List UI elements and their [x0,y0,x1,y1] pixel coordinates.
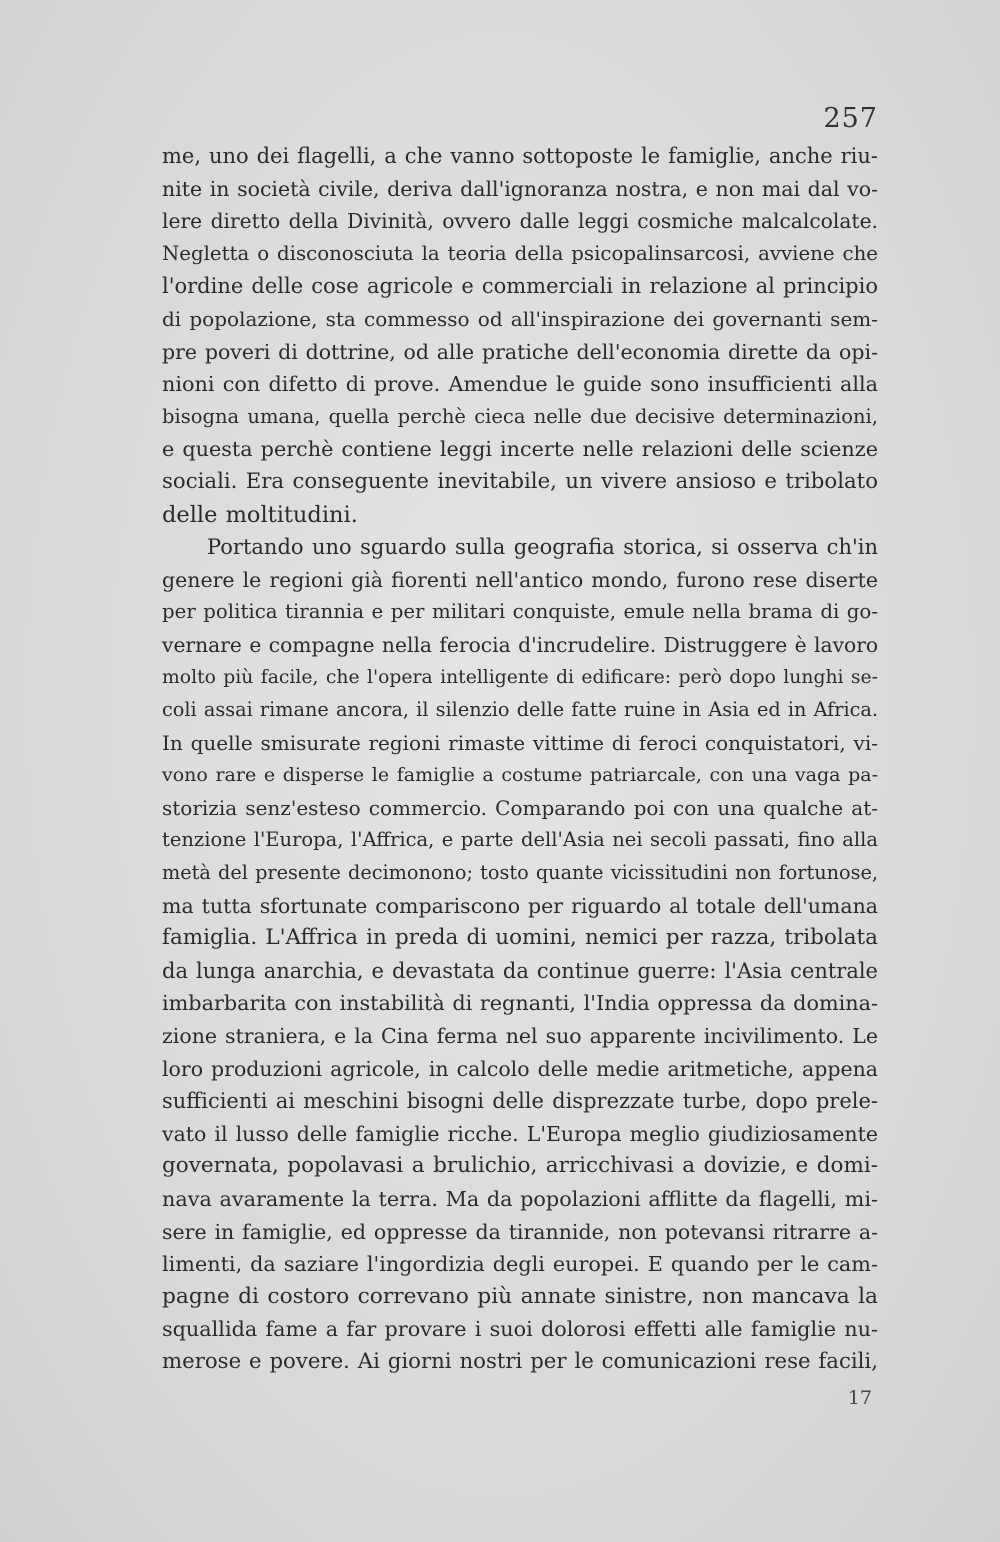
text-line: famiglia. L'Affrica in preda di uomini, nemici per razza, tribolata [162,925,878,951]
text-line: storizia senz'esteso commercio. Comparando poi con una qualche at- [162,795,878,820]
text-line: di popolazione, sta commesso od all'inspirazione dei governanti sem- [162,306,878,331]
text-line: Portando uno sguardo sulla geografia storica, si osserva ch'in [207,535,878,560]
text-line: In quelle smisurate regioni rimaste vittime di feroci conquistatori, vi- [162,730,878,755]
text-line: merose e povere. Ai giorni nostri per le comunicazioni rese facili, [162,1348,878,1374]
text-line: nioni con difetto di prove. Amendue le guide sono insufficienti alla [162,372,878,397]
text-line: tenzione l'Europa, l'Affrica, e parte dell'Asia nei secoli passati, fino alla [162,828,878,852]
text-line: vernare e compagne nella ferocia d'incrudelire. Distruggere è lavoro [162,632,879,657]
text-line: lere diretto della Divinità, ovvero dalle leggi cosmiche malcalcolate. [162,209,878,234]
text-line: sere in famiglie, ed oppresse da tirannide, non potevansi ritrarre a- [162,1219,878,1244]
text-line: per politica tirannia e per militari conquiste, emule nella brama di go- [162,600,878,624]
text-line: limenti, da saziare l'ingordizia degli europei. E quando per le cam- [162,1252,878,1277]
text-line: sufficienti ai meschini bisogni delle disprezzate turbe, dopo prele- [162,1089,878,1114]
text-line: bisogna umana, quella perchè cieca nelle due decisive determinazioni, [162,404,878,428]
text-line: imbarbarita con instabilità di regnanti, l'India oppressa da domina- [162,991,878,1016]
text-line: loro produzioni agricole, in calcolo delle medie aritmetiche, appena [162,1056,878,1081]
text-line: e questa perchè contiene leggi incerte nelle relazioni delle scienze [162,437,878,462]
text-line: me, uno dei flagelli, a che vanno sottoposte le famiglie, anche riu- [162,144,878,168]
text-line: nite in società civile, deriva dall'ignoranza nostra, e non mai dal vo- [162,176,878,201]
text-line: molto più facile, che l'opera intelligente di edificare: però dopo lunghi se- [162,666,878,688]
text-line: nava avaramente la terra. Ma da popolazioni afflitte da flagelli, mi- [162,1187,878,1211]
signature-mark: 17 [847,1387,872,1409]
text-line: delle moltitudini. [162,501,358,528]
text-line: l'ordine delle cose agricole e commerciali in relazione al principio [162,274,878,299]
text-line: coli assai rimane ancora, il silenzio delle fatte ruine in Asia ed in Africa. [162,698,878,722]
text-line: squallida fame a far provare i suoi dolorosi effetti alle famiglie nu- [162,1317,878,1342]
text-line: pre poveri di dottrine, od alle pratiche dell'economia dirette da opi- [162,339,878,364]
text-line: governata, popolavasi a brulichio, arricchivasi a dovizie, e domi- [162,1153,878,1179]
text-line: genere le regioni già fiorenti nell'antico mondo, furono rese diserte [162,567,878,592]
text-line: vono rare e disperse le famiglie a costume patriarcale, con una vaga pa- [162,764,878,787]
body-text [162,140,878,1379]
text-line: da lunga anarchia, e devastata da continue guerre: l'Asia centrale [162,958,878,983]
text-line: pagne di costoro correvano più annate sinistre, non mancava la [162,1283,878,1309]
text-line: vato il lusso delle famiglie ricche. L'Europa meglio giudiziosamente [162,1121,878,1146]
text-line: ma tutta sfortunate compariscono per riguardo al totale dell'umana [162,893,878,918]
page-number: 257 [823,103,878,134]
text-line: Negletta o disconosciuta la teoria della psicopalinsarcosi, avviene che [162,241,878,265]
text-line: zione straniera, e la Cina ferma nel suo apparente incivilimento. Le [162,1024,878,1049]
text-line: sociali. Era conseguente inevitabile, un vivere ansioso e tribolato [162,468,878,494]
text-line: metà del presente decimonono; tosto quante vicissitudini non fortunose, [162,861,878,885]
